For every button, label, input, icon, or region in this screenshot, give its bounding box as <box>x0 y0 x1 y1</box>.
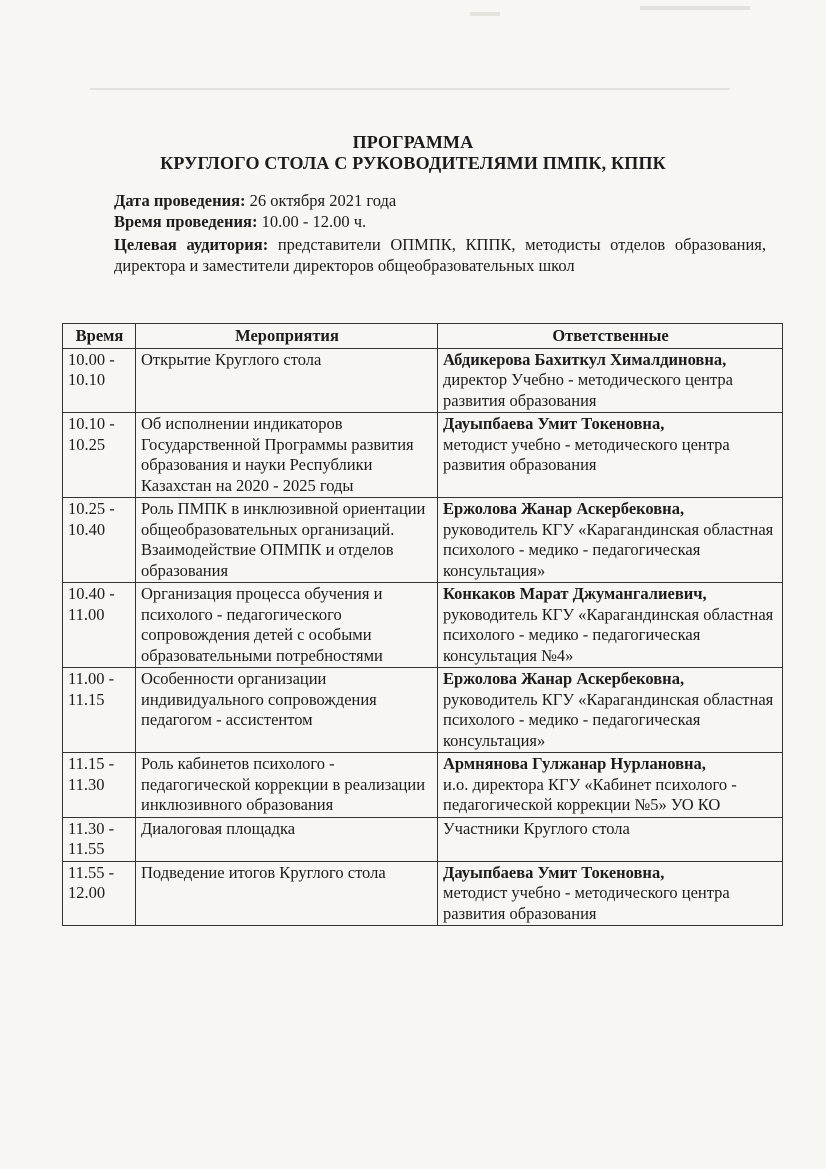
responsible-name: Дауыпбаева Умит Токеновна, <box>443 414 665 433</box>
responsible-position: методист учебно - методического центра развития образования <box>443 434 730 474</box>
time-cell: 11.00 - 11.15 <box>63 668 136 753</box>
event-cell: Открытие Круглого стола <box>136 348 438 413</box>
table-row <box>63 348 783 413</box>
responsible-position: руководитель КГУ «Карагандинская областная психолого - медико - педагогическая консультация» <box>443 689 774 750</box>
scan-artifact <box>90 88 730 90</box>
time-cell: 11.55 - 12.00 <box>63 861 136 926</box>
responsible-position: директор Учебно - методического центра развития образования <box>443 370 733 410</box>
event-cell: Организация процесса обучения и психолого - педагогического сопровождения детей с особыми образовательными потребностями <box>136 583 438 668</box>
event-cell: Роль ПМПК в инклюзивной ориентации общеобразовательных организаций. Взаимодействие ОПМПК и отделов образования <box>136 498 438 583</box>
table-row <box>63 817 783 861</box>
scan-artifact <box>470 12 500 16</box>
date-value: 26 октября 2021 года <box>245 191 397 210</box>
program-table <box>62 323 783 926</box>
time-cell: 10.00 - 10.10 <box>63 348 136 413</box>
table-header-row <box>63 324 783 349</box>
time-value: 10.00 - 12.00 ч. <box>257 212 367 231</box>
time-cell: 10.25 - 10.40 <box>63 498 136 583</box>
table-row <box>63 668 783 753</box>
responsible-name: Армнянова Гулжанар Нурлановна, <box>443 754 706 773</box>
responsible-name: Дауыпбаева Умит Токеновна, <box>443 862 665 882</box>
time-label: Время проведения: <box>114 212 258 231</box>
responsible-cell <box>438 413 783 498</box>
responsible-cell <box>438 817 783 861</box>
responsible-cell <box>438 753 783 818</box>
audience-label: Целевая аудитория: <box>114 235 269 254</box>
table-row <box>63 498 783 583</box>
responsible-cell <box>438 668 783 753</box>
event-cell: Диалоговая площадка <box>136 817 438 861</box>
event-time <box>114 211 766 232</box>
header-time: Время <box>63 324 136 349</box>
responsible-cell <box>438 583 783 668</box>
responsible-position: методист учебно - методического центра развития образования <box>443 883 730 923</box>
table-row <box>63 583 783 668</box>
time-cell: 10.10 - 10.25 <box>63 413 136 498</box>
header-responsible: Ответственные <box>438 324 783 349</box>
event-cell: Особенности организации индивидуального сопровождения педагогом - ассистентом <box>136 668 438 753</box>
responsible-position: руководитель КГУ «Карагандинская областная психолого - медико - педагогическая консультация №4» <box>443 604 774 665</box>
table-row <box>63 753 783 818</box>
event-audience <box>114 234 766 276</box>
responsible-name: Ержолова Жанар Аскербековна, <box>443 499 685 518</box>
responsible-cell <box>438 861 783 926</box>
audience-value: представители ОПМПК, КППК, методисты отделов образования, директора и заместители директоров общеобразовательных школ <box>114 235 767 275</box>
scan-artifact <box>640 6 750 10</box>
responsible-cell <box>438 348 783 413</box>
event-cell: Об исполнении индикаторов Государственной Программы развития образования и науки Республики Казахстан на 2020 - 2025 годы <box>136 413 438 498</box>
time-cell: 11.15 - 11.30 <box>63 753 136 818</box>
responsible-position: и.о. директора КГУ «Кабинет психолого - педагогической коррекции №5» УО КО <box>443 774 737 814</box>
responsible-position: Участники Круглого стола <box>443 818 630 838</box>
responsible-cell <box>438 498 783 583</box>
date-label: Дата проведения: <box>114 191 246 210</box>
header-event: Мероприятия <box>136 324 438 349</box>
responsible-name: Конкаков Марат Джумангалиевич, <box>443 584 707 603</box>
responsible-name: Ержолова Жанар Аскербековна, <box>443 669 685 688</box>
document-subtitle: КРУГЛОГО СТОЛА С РУКОВОДИТЕЛЯМИ ПМПК, КППК <box>160 153 666 173</box>
event-date <box>114 190 766 211</box>
responsible-position: руководитель КГУ «Карагандинская областная психолого - медико - педагогическая консультация» <box>443 519 774 580</box>
document-title: ПРОГРАММА <box>352 132 474 152</box>
table-row <box>63 861 783 926</box>
time-cell: 10.40 - 11.00 <box>63 583 136 668</box>
time-cell: 11.30 - 11.55 <box>63 817 136 861</box>
table-row <box>63 413 783 498</box>
responsible-name: Абдикерова Бахиткул Хималдиновна, <box>443 349 727 369</box>
event-cell: Роль кабинетов психолого - педагогической коррекции в реализации инклюзивного образования <box>136 753 438 818</box>
event-cell: Подведение итогов Круглого стола <box>136 861 438 926</box>
